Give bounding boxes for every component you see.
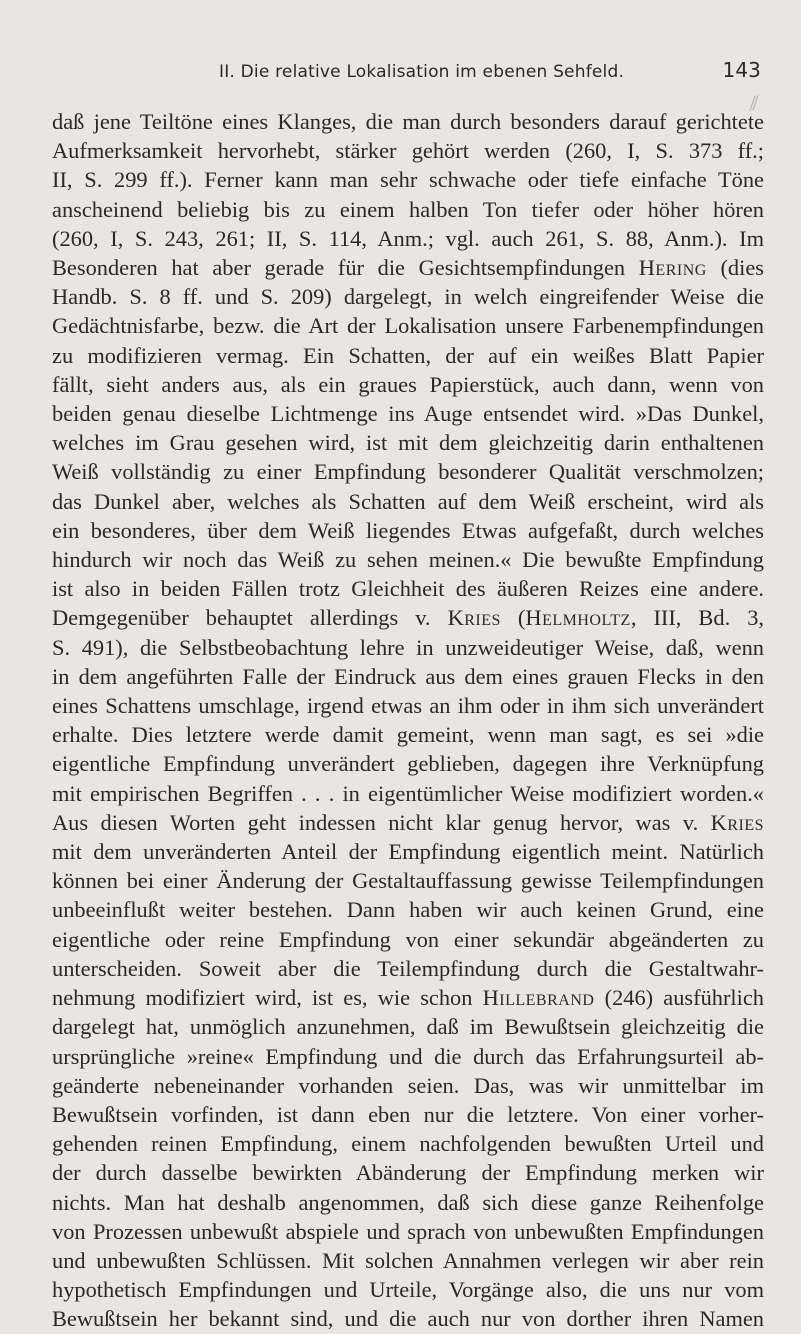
text-line: ein besonderes, über dem Weiß liegendes Etwas aufgefaßt, durch welches	[52, 517, 764, 543]
text-line: eigentliche Empfindung unverändert geblieben, dagegen ihre Verknüpfung	[52, 751, 764, 777]
text-line: daß jene Teiltöne eines Klanges, die man durch besonders darauf gerichtete	[52, 109, 764, 134]
text-line: mit empirischen Begriffen . . . in eigentümlicher Weise modifiziert worden.«	[52, 780, 764, 806]
text-line: von Prozessen unbewußt abspiele und sprach von unbewußten Empfindungen	[52, 1218, 764, 1244]
text-line: geänderte nebeneinander vorhanden seien. Das, was wir unmittelbar im	[52, 1072, 764, 1098]
text-line: Bewußtsein her bekannt sind, und die auch nur von dorther ihren Namen	[52, 1306, 764, 1332]
text-line: zu modifizieren vermag. Ein Schatten, der auf ein weißes Blatt Papier	[52, 342, 764, 368]
text-line: Weiß vollständig zu einer Empfindung besonderer Qualität verschmolzen;	[52, 459, 764, 485]
text-line: unbeeinflußt weiter bestehen. Dann haben wir auch keinen Grund, eine	[52, 897, 764, 923]
author-name: Kries	[447, 605, 501, 631]
text-line: welches im Grau gesehen wird, ist mit dem gleichzeitig darin enthaltenen	[52, 430, 764, 456]
text-line: können bei einer Änderung der Gestaltauffassung gewisse Teilempfindungen	[52, 868, 764, 894]
text-line: S. 491), die Selbstbeobachtung lehre in unzweideutiger Weise, daß, wenn	[52, 634, 764, 660]
text-line: Aufmerksamkeit hervorhebt, stärker gehört werden (260, I, S. 373 ff.;	[52, 138, 764, 164]
text-line: Besonderen hat aber gerade für die Gesichtsempfindungen Hering (dies	[52, 255, 764, 281]
text-line: (260, I, S. 243, 261; II, S. 114, Anm.; vgl. auch 261, S. 88, Anm.). Im	[52, 225, 764, 251]
text-line: Demgegenüber behauptet allerdings v. Kries (Helmholtz, III, Bd. 3,	[52, 605, 764, 631]
text-line: Handb. S. 8 ff. und S. 209) dargelegt, in welch eingreifender Weise die	[52, 284, 764, 310]
text-line: nichts. Man hat deshalb angenommen, daß sich diese ganze Reihenfolge	[52, 1189, 764, 1215]
text-line: das Dunkel aber, welches als Schatten auf dem Weiß erscheint, wird als	[52, 488, 764, 514]
text-line: eines Schattens umschlage, irgend etwas an ihm oder in ihm sich unverändert	[52, 693, 764, 719]
text-line: erhalte. Dies letztere werde damit gemeint, wenn man sagt, es sei »die	[52, 722, 764, 748]
author-name: Hering	[638, 255, 707, 281]
chapter-title: II. Die relative Lokalisation im ebenen Sehfeld.	[219, 62, 625, 82]
text-line: dargelegt hat, unmöglich anzunehmen, daß im Bewußtsein gleichzeitig die	[52, 1014, 764, 1040]
text-line: hindurch wir noch das Weiß zu sehen meinen.« Die bewußte Empfindung	[52, 547, 764, 573]
body-text	[52, 107, 764, 1334]
text-line: in dem angeführten Falle der Eindruck aus dem eines grauen Flecks in den	[52, 663, 764, 689]
text-line: II, S. 299 ff.). Ferner kann man sehr schwache oder tiefe einfache Töne	[52, 167, 764, 193]
text-line: und unbewußten Schlüssen. Mit solchen Annahmen verlegen wir aber rein	[52, 1247, 764, 1273]
page-number: 143	[722, 58, 761, 82]
text-line: ist also in beiden Fällen trotz Gleichheit des äußeren Reizes eine andere.	[52, 576, 764, 602]
text-line: eigentliche oder reine Empfindung von einer sekundär abgeänderten zu	[52, 926, 764, 952]
margin-pencil-mark-icon: ⁄⁄	[749, 93, 760, 116]
author-name: Helmholtz	[525, 605, 631, 631]
text-line: fällt, sieht anders aus, als ein graues Papierstück, auch dann, wenn von	[52, 371, 764, 397]
text-line: ursprüngliche »reine« Empfindung und die durch das Erfahrungsurteil ab-	[52, 1043, 764, 1069]
text-line: Gedächtnisfarbe, bezw. die Art der Lokalisation unsere Farbenempfindungen	[52, 313, 764, 339]
text-line: beiden genau dieselbe Lichtmenge ins Auge entsendet wird. »Das Dunkel,	[52, 401, 764, 427]
author-name: Hillebrand	[482, 985, 595, 1011]
text-line: gehenden reinen Empfindung, einem nachfolgenden bewußten Urteil und	[52, 1131, 764, 1157]
text-line: Bewußtsein vorfinden, ist dann eben nur die letztere. Von einer vorher-	[52, 1101, 764, 1127]
text-line: mit dem unveränderten Anteil der Empfindung eigentlich meint. Natürlich	[52, 839, 764, 865]
running-head	[219, 58, 761, 90]
text-line: Aus diesen Worten geht indessen nicht klar genug hervor, was v. Kries	[52, 809, 764, 835]
text-line: nehmung modifiziert wird, ist es, wie schon Hillebrand (246) ausführlich	[52, 985, 764, 1011]
text-line: der durch dasselbe bewirkten Abänderung der Empfindung merken wir	[52, 1160, 764, 1186]
author-name: Kries	[710, 809, 764, 835]
text-line: unterscheiden. Soweit aber die Teilempfindung durch die Gestaltwahr-	[52, 955, 764, 981]
text-line: anscheinend beliebig bis zu einem halben Ton tiefer oder höher hören	[52, 196, 764, 222]
text-line: hypothetisch Empfindungen und Urteile, Vorgänge also, die uns nur vom	[52, 1277, 764, 1303]
